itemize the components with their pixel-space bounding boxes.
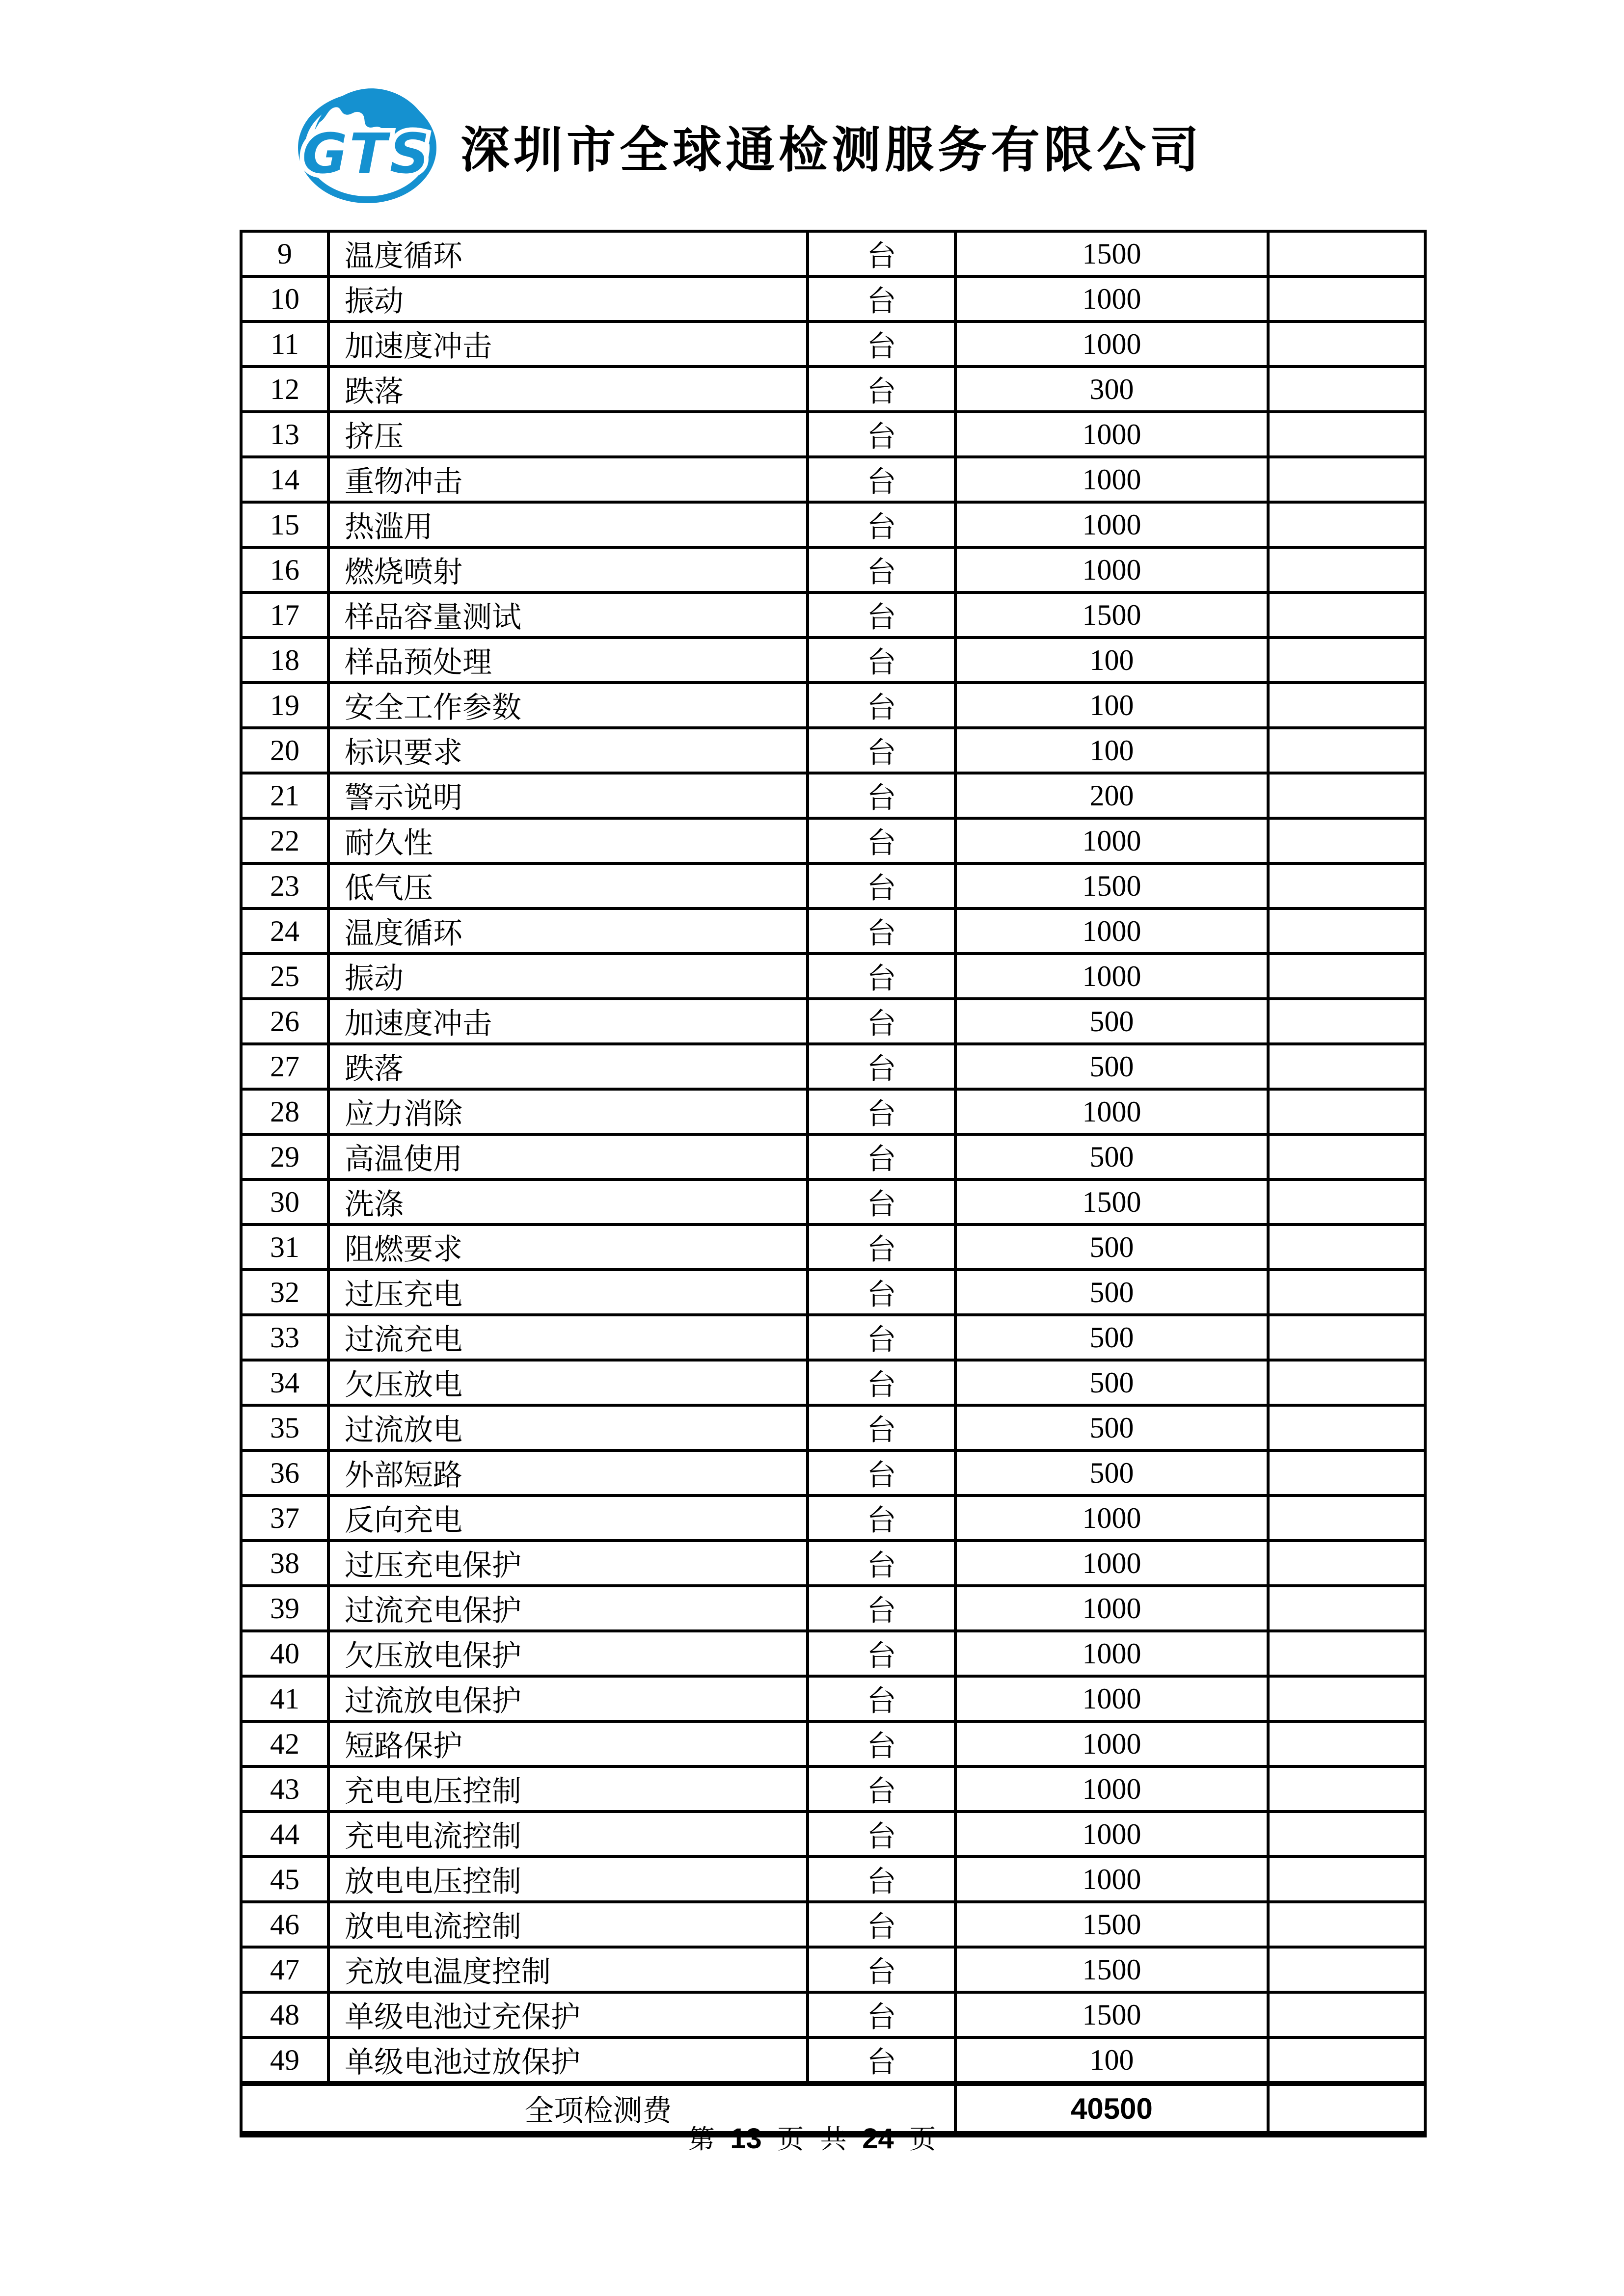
logo-gts-text: GTS [302, 122, 433, 186]
row-number-cell: 24 [241, 908, 328, 954]
test-fee-table [240, 230, 1427, 2137]
item-name-cell: 洗涤 [328, 1179, 808, 1225]
unit-cell: 台 [808, 1857, 955, 1902]
row-number-cell: 48 [241, 1992, 328, 2037]
price-cell: 1000 [955, 502, 1268, 547]
price-cell: 100 [955, 2037, 1268, 2083]
item-name-cell: 低气压 [328, 863, 808, 908]
price-cell: 500 [955, 1360, 1268, 1405]
empty-cell [1268, 1044, 1425, 1089]
item-name-cell: 样品预处理 [328, 638, 808, 683]
table-row [241, 1812, 1425, 1857]
row-number-cell: 26 [241, 999, 328, 1044]
unit-cell: 台 [808, 1044, 955, 1089]
footer-pages-label: 页 [777, 2125, 804, 2154]
price-cell: 500 [955, 1405, 1268, 1450]
unit-cell: 台 [808, 728, 955, 773]
item-name-cell: 温度循环 [328, 231, 808, 276]
item-name-cell: 热滥用 [328, 502, 808, 547]
price-cell: 1000 [955, 276, 1268, 321]
unit-cell: 台 [808, 1766, 955, 1812]
table-row [241, 592, 1425, 638]
item-name-cell: 过流充电 [328, 1315, 808, 1360]
table-body [241, 231, 1425, 2083]
empty-cell [1268, 999, 1425, 1044]
table-row [241, 863, 1425, 908]
item-name-cell: 警示说明 [328, 773, 808, 818]
row-number-cell: 42 [241, 1721, 328, 1766]
price-cell: 1500 [955, 863, 1268, 908]
gts-logo [268, 71, 439, 233]
table-row [241, 1495, 1425, 1541]
price-cell: 100 [955, 638, 1268, 683]
price-cell: 200 [955, 773, 1268, 818]
empty-cell [1268, 1676, 1425, 1721]
unit-cell: 台 [808, 321, 955, 367]
row-number-cell: 20 [241, 728, 328, 773]
row-number-cell: 25 [241, 954, 328, 999]
empty-cell [1268, 1947, 1425, 1992]
row-number-cell: 14 [241, 457, 328, 502]
row-number-cell: 10 [241, 276, 328, 321]
price-cell: 1000 [955, 1812, 1268, 1857]
item-name-cell: 跌落 [328, 367, 808, 412]
empty-cell [1268, 457, 1425, 502]
empty-cell [1268, 773, 1425, 818]
price-cell: 500 [955, 1315, 1268, 1360]
unit-cell: 台 [808, 1902, 955, 1947]
empty-cell [1268, 547, 1425, 592]
unit-cell: 台 [808, 231, 955, 276]
empty-cell [1268, 1405, 1425, 1450]
item-name-cell: 放电电流控制 [328, 1902, 808, 1947]
row-number-cell: 41 [241, 1676, 328, 1721]
empty-cell [1268, 1857, 1425, 1902]
row-number-cell: 45 [241, 1857, 328, 1902]
table-row [241, 547, 1425, 592]
price-cell: 500 [955, 1270, 1268, 1315]
row-number-cell: 28 [241, 1089, 328, 1134]
empty-cell [1268, 1631, 1425, 1676]
table-row [241, 1405, 1425, 1450]
table-row [241, 1902, 1425, 1947]
table-row [241, 1947, 1425, 1992]
table-row [241, 1992, 1425, 2037]
unit-cell: 台 [808, 638, 955, 683]
row-number-cell: 36 [241, 1450, 328, 1495]
item-name-cell: 外部短路 [328, 1450, 808, 1495]
table-row [241, 908, 1425, 954]
footer-prefix: 第 [688, 2125, 715, 2154]
empty-cell [1268, 863, 1425, 908]
price-cell: 500 [955, 999, 1268, 1044]
empty-cell [1268, 2037, 1425, 2083]
table-row [241, 1676, 1425, 1721]
item-name-cell: 放电电压控制 [328, 1857, 808, 1902]
footer-of-label: 共 [820, 2125, 847, 2154]
unit-cell: 台 [808, 502, 955, 547]
item-name-cell: 高温使用 [328, 1134, 808, 1179]
price-cell: 300 [955, 367, 1268, 412]
row-number-cell: 23 [241, 863, 328, 908]
item-name-cell: 安全工作参数 [328, 683, 808, 728]
empty-cell [1268, 1134, 1425, 1179]
row-number-cell: 17 [241, 592, 328, 638]
unit-cell: 台 [808, 683, 955, 728]
page-footer [0, 2121, 1624, 2157]
price-cell: 1500 [955, 231, 1268, 276]
table-row [241, 1360, 1425, 1405]
empty-cell [1268, 1360, 1425, 1405]
empty-cell [1268, 1992, 1425, 2037]
price-cell: 1000 [955, 1495, 1268, 1541]
unit-cell: 台 [808, 863, 955, 908]
empty-cell [1268, 1495, 1425, 1541]
item-name-cell: 反向充电 [328, 1495, 808, 1541]
row-number-cell: 32 [241, 1270, 328, 1315]
empty-cell [1268, 1225, 1425, 1270]
item-name-cell: 应力消除 [328, 1089, 808, 1134]
item-name-cell: 阻燃要求 [328, 1225, 808, 1270]
unit-cell: 台 [808, 1179, 955, 1225]
unit-cell: 台 [808, 1089, 955, 1134]
table-row [241, 1225, 1425, 1270]
unit-cell: 台 [808, 457, 955, 502]
row-number-cell: 31 [241, 1225, 328, 1270]
item-name-cell: 加速度冲击 [328, 321, 808, 367]
price-cell: 1500 [955, 1179, 1268, 1225]
table-row [241, 321, 1425, 367]
unit-cell: 台 [808, 818, 955, 863]
item-name-cell: 充电电压控制 [328, 1766, 808, 1812]
item-name-cell: 过压充电保护 [328, 1541, 808, 1586]
table-row [241, 1134, 1425, 1179]
price-cell: 1500 [955, 592, 1268, 638]
price-cell: 1000 [955, 1857, 1268, 1902]
unit-cell: 台 [808, 1586, 955, 1631]
item-name-cell: 耐久性 [328, 818, 808, 863]
item-name-cell: 过流充电保护 [328, 1586, 808, 1631]
table-row [241, 1766, 1425, 1812]
unit-cell: 台 [808, 412, 955, 457]
unit-cell: 台 [808, 1134, 955, 1179]
empty-cell [1268, 1541, 1425, 1586]
table-row [241, 1721, 1425, 1766]
footer-suffix: 页 [909, 2125, 936, 2154]
item-name-cell: 充电电流控制 [328, 1812, 808, 1857]
row-number-cell: 38 [241, 1541, 328, 1586]
table-row [241, 1270, 1425, 1315]
price-cell: 1500 [955, 1902, 1268, 1947]
empty-cell [1268, 276, 1425, 321]
empty-cell [1268, 1315, 1425, 1360]
empty-cell [1268, 1450, 1425, 1495]
table-row [241, 276, 1425, 321]
company-name: 深圳市全球通检测服务有限公司 [460, 123, 1203, 178]
empty-cell [1268, 1766, 1425, 1812]
total-label: 全项检测费 [241, 2083, 955, 2135]
item-name-cell: 燃烧喷射 [328, 547, 808, 592]
unit-cell: 台 [808, 1812, 955, 1857]
item-name-cell: 过压充电 [328, 1270, 808, 1315]
table-row [241, 367, 1425, 412]
price-cell: 500 [955, 1450, 1268, 1495]
table-row [241, 457, 1425, 502]
price-cell: 1000 [955, 547, 1268, 592]
item-name-cell: 欠压放电保护 [328, 1631, 808, 1676]
table-row [241, 728, 1425, 773]
row-number-cell: 47 [241, 1947, 328, 1992]
price-cell: 500 [955, 1044, 1268, 1089]
empty-cell [1268, 954, 1425, 999]
price-cell: 1000 [955, 1541, 1268, 1586]
unit-cell: 台 [808, 276, 955, 321]
row-number-cell: 44 [241, 1812, 328, 1857]
price-cell: 1000 [955, 908, 1268, 954]
table-row [241, 1541, 1425, 1586]
total-value: 40500 [955, 2083, 1268, 2135]
table-row [241, 412, 1425, 457]
item-name-cell: 过流放电 [328, 1405, 808, 1450]
item-name-cell: 振动 [328, 276, 808, 321]
table-row [241, 1179, 1425, 1225]
item-name-cell: 样品容量测试 [328, 592, 808, 638]
price-cell: 1000 [955, 1721, 1268, 1766]
table-row [241, 231, 1425, 276]
item-name-cell: 重物冲击 [328, 457, 808, 502]
price-cell: 1000 [955, 954, 1268, 999]
empty-cell [1268, 321, 1425, 367]
row-number-cell: 19 [241, 683, 328, 728]
table-row [241, 683, 1425, 728]
footer-total-pages: 24 [862, 2123, 894, 2155]
unit-cell: 台 [808, 1631, 955, 1676]
price-cell: 1000 [955, 818, 1268, 863]
item-name-cell: 充放电温度控制 [328, 1947, 808, 1992]
price-cell: 500 [955, 1225, 1268, 1270]
item-name-cell: 欠压放电 [328, 1360, 808, 1405]
price-cell: 1000 [955, 1766, 1268, 1812]
unit-cell: 台 [808, 1992, 955, 2037]
footer-page-number: 13 [730, 2123, 762, 2155]
price-cell: 1000 [955, 1631, 1268, 1676]
item-name-cell: 单级电池过放保护 [328, 2037, 808, 2083]
unit-cell: 台 [808, 1947, 955, 1992]
empty-cell [1268, 1089, 1425, 1134]
price-cell: 1500 [955, 1947, 1268, 1992]
empty-cell [1268, 231, 1425, 276]
table-row [241, 638, 1425, 683]
unit-cell: 台 [808, 1541, 955, 1586]
unit-cell: 台 [808, 999, 955, 1044]
unit-cell: 台 [808, 954, 955, 999]
unit-cell: 台 [808, 908, 955, 954]
table-row [241, 1857, 1425, 1902]
empty-cell [1268, 502, 1425, 547]
table-row [241, 1586, 1425, 1631]
unit-cell: 台 [808, 367, 955, 412]
price-cell: 1000 [955, 1089, 1268, 1134]
item-name-cell: 振动 [328, 954, 808, 999]
row-number-cell: 15 [241, 502, 328, 547]
empty-cell [1268, 1812, 1425, 1857]
unit-cell: 台 [808, 1721, 955, 1766]
price-cell: 1000 [955, 457, 1268, 502]
unit-cell: 台 [808, 2037, 955, 2083]
table-row [241, 1631, 1425, 1676]
price-cell: 100 [955, 683, 1268, 728]
item-name-cell: 跌落 [328, 1044, 808, 1089]
unit-cell: 台 [808, 547, 955, 592]
price-cell: 500 [955, 1134, 1268, 1179]
row-number-cell: 46 [241, 1902, 328, 1947]
row-number-cell: 40 [241, 1631, 328, 1676]
row-number-cell: 49 [241, 2037, 328, 2083]
row-number-cell: 13 [241, 412, 328, 457]
item-name-cell: 过流放电保护 [328, 1676, 808, 1721]
table-row [241, 954, 1425, 999]
unit-cell: 台 [808, 1676, 955, 1721]
unit-cell: 台 [808, 1270, 955, 1315]
empty-cell [1268, 1721, 1425, 1766]
empty-cell [1268, 683, 1425, 728]
row-number-cell: 43 [241, 1766, 328, 1812]
row-number-cell: 9 [241, 231, 328, 276]
price-cell: 1500 [955, 1992, 1268, 2037]
price-cell: 100 [955, 728, 1268, 773]
item-name-cell: 标识要求 [328, 728, 808, 773]
empty-cell [1268, 412, 1425, 457]
row-number-cell: 34 [241, 1360, 328, 1405]
row-number-cell: 18 [241, 638, 328, 683]
unit-cell: 台 [808, 1450, 955, 1495]
item-name-cell: 挤压 [328, 412, 808, 457]
row-number-cell: 29 [241, 1134, 328, 1179]
item-name-cell: 温度循环 [328, 908, 808, 954]
empty-cell [1268, 1902, 1425, 1947]
unit-cell: 台 [808, 1405, 955, 1450]
empty-cell [1268, 638, 1425, 683]
price-cell: 1000 [955, 412, 1268, 457]
item-name-cell: 加速度冲击 [328, 999, 808, 1044]
empty-cell [1268, 818, 1425, 863]
empty-cell [1268, 1179, 1425, 1225]
row-number-cell: 11 [241, 321, 328, 367]
table-row [241, 1089, 1425, 1134]
price-cell: 1000 [955, 1676, 1268, 1721]
table-row [241, 1044, 1425, 1089]
empty-cell [1268, 1586, 1425, 1631]
empty-cell [1268, 367, 1425, 412]
row-number-cell: 16 [241, 547, 328, 592]
empty-cell [1268, 908, 1425, 954]
price-cell: 1000 [955, 321, 1268, 367]
empty-cell [1268, 1270, 1425, 1315]
table-row [241, 999, 1425, 1044]
row-number-cell: 30 [241, 1179, 328, 1225]
unit-cell: 台 [808, 773, 955, 818]
price-cell: 1000 [955, 1586, 1268, 1631]
table-row [241, 818, 1425, 863]
item-name-cell: 短路保护 [328, 1721, 808, 1766]
table-row [241, 773, 1425, 818]
row-number-cell: 27 [241, 1044, 328, 1089]
table-row [241, 502, 1425, 547]
table-row [241, 1315, 1425, 1360]
item-name-cell: 单级电池过充保护 [328, 1992, 808, 2037]
row-number-cell: 33 [241, 1315, 328, 1360]
row-number-cell: 39 [241, 1586, 328, 1631]
row-number-cell: 21 [241, 773, 328, 818]
empty-cell [1268, 592, 1425, 638]
empty-cell [1268, 728, 1425, 773]
row-number-cell: 22 [241, 818, 328, 863]
table-row [241, 1450, 1425, 1495]
table-row [241, 2037, 1425, 2083]
unit-cell: 台 [808, 1315, 955, 1360]
row-number-cell: 37 [241, 1495, 328, 1541]
unit-cell: 台 [808, 592, 955, 638]
row-number-cell: 12 [241, 367, 328, 412]
unit-cell: 台 [808, 1360, 955, 1405]
unit-cell: 台 [808, 1495, 955, 1541]
row-number-cell: 35 [241, 1405, 328, 1450]
unit-cell: 台 [808, 1225, 955, 1270]
